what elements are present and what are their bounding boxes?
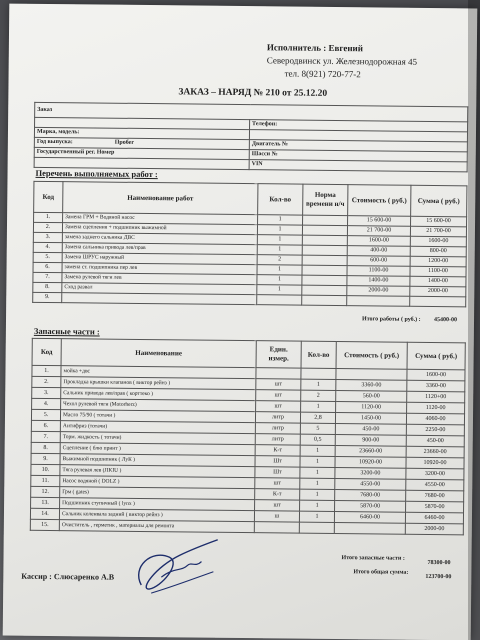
works-row-sum: 1600-00 xyxy=(410,236,466,247)
works-row-name: Замена ГРМ + Водяной насос xyxy=(63,213,258,225)
parts-row-cost: 5870-00 xyxy=(335,501,406,513)
chassis-label: Шасси № xyxy=(249,150,467,162)
parts-row-qty: 1 xyxy=(300,500,335,511)
parts-row-name: Сцепление ( блю принт ) xyxy=(60,443,255,456)
performer-phone: тел. 8(921) 720-77-2 xyxy=(284,68,361,80)
parts-row-cost: 4550-00 xyxy=(335,479,406,491)
parts-row-name: Торм. жидкость ( тотачи) xyxy=(60,432,255,445)
works-section-title: Перечень выполняемых работ : xyxy=(35,167,158,180)
parts-row-cost: 3200-00 xyxy=(335,468,406,480)
works-header-cost: Стоимость ( руб.) xyxy=(348,185,411,217)
works-row-qty: 1 xyxy=(257,235,302,245)
works-header-name: Наименование работ xyxy=(63,182,258,215)
parts-row-unit: К-т xyxy=(255,489,300,500)
mileage-label: Пробег xyxy=(114,139,135,146)
parts-row-qty: 0,5 xyxy=(300,434,335,445)
parts-row-num: 11. xyxy=(31,475,60,486)
parts-row-cost: 10920-00 xyxy=(335,457,406,469)
works-row-sum: 1200-00 xyxy=(410,256,466,267)
works-row-cost: 600-00 xyxy=(347,256,410,267)
parts-row-sum: 6460-00 xyxy=(405,512,463,524)
works-row-name: Замена рулевой тяги лев xyxy=(62,273,257,285)
parts-row-cost: 560-00 xyxy=(336,391,407,403)
edge-shadow xyxy=(468,0,480,640)
parts-row-cost: 1120-00 xyxy=(336,402,407,414)
parts-row-name: Масло 75/90 ( тотачи ) xyxy=(60,410,255,423)
works-row-sum: 15 600-00 xyxy=(411,216,467,227)
parts-row-name: Антифриз (тотачи) xyxy=(60,421,255,434)
works-row-qty xyxy=(257,295,302,305)
works-row-sum: 800-00 xyxy=(410,246,466,257)
parts-row-sum: 1600-00 xyxy=(407,369,465,381)
handwritten-signature xyxy=(121,527,232,598)
works-row-norm xyxy=(302,275,347,285)
parts-row-num: 6. xyxy=(31,420,60,431)
works-row-cost: 1100-00 xyxy=(347,266,410,277)
parts-section-title: Запасные части : xyxy=(33,325,100,337)
performer-address: Северодвинск ул. Железнодорожная 45 xyxy=(266,55,418,67)
parts-header-name: Наименование xyxy=(61,339,256,368)
works-header-sum: Сумма ( руб.) xyxy=(411,185,467,217)
works-row-qty: 1 xyxy=(258,215,303,225)
parts-row-unit: шт xyxy=(256,379,301,390)
works-row-sum: 1100-00 xyxy=(410,266,466,277)
works-header-qty: Кол-во xyxy=(258,184,303,215)
works-row-num: 1. xyxy=(34,212,63,222)
parts-row-cost: 3360-00 xyxy=(336,380,407,392)
parts-row-num: 8. xyxy=(31,442,60,453)
parts-row-name: Сальник привода лев/прав ( корттеко ) xyxy=(61,388,256,401)
works-row-num: 9. xyxy=(33,292,62,302)
parts-row-sum: 4550-00 xyxy=(406,479,464,491)
works-row-norm xyxy=(302,285,347,295)
works-row-num: 7. xyxy=(33,272,62,282)
parts-row-sum: 1120+00 xyxy=(407,391,465,403)
parts-total-value: 78300-00 xyxy=(427,559,451,567)
parts-table xyxy=(30,338,466,536)
vin-label: VIN xyxy=(249,160,467,172)
works-row-name xyxy=(62,293,257,305)
parts-row-name: Чехол рулевой тяги (Motorherz) xyxy=(61,399,256,412)
parts-row-num: 9. xyxy=(31,453,60,464)
works-total-value: 45400-00 xyxy=(433,317,458,324)
parts-header-qty: Кол-во xyxy=(301,341,336,368)
works-row-norm xyxy=(303,215,348,225)
works-row-num: 4. xyxy=(33,242,62,252)
works-row-cost: 21 700-00 xyxy=(347,226,410,237)
works-row-name: замена заднего сальника ДВС xyxy=(62,233,257,245)
cashier-label: Кассир : Слюсаренко А.В xyxy=(21,571,115,582)
parts-row-unit: литр xyxy=(255,434,300,445)
works-row-num: 5. xyxy=(33,252,62,262)
works-row-num: 2. xyxy=(33,222,62,232)
works-row-qty: 2 xyxy=(257,255,302,265)
works-row-num: 8. xyxy=(33,282,62,292)
parts-row-unit xyxy=(254,522,299,533)
parts-header-unit: Един. измер. xyxy=(256,341,301,368)
parts-row-name: Грм ( gates) xyxy=(60,487,255,500)
works-table xyxy=(32,181,467,308)
parts-row-name: Насос водяной ( DOLZ ) xyxy=(60,476,255,489)
works-header-num: Код xyxy=(34,181,63,212)
parts-row-qty: 1 xyxy=(300,489,335,500)
parts-row-cost: 450-00 xyxy=(335,424,406,436)
works-row-cost: 1400-00 xyxy=(347,276,410,287)
works-row-name: Замена ШРУС наружный xyxy=(62,253,257,265)
parts-row-sum: 4060-00 xyxy=(406,413,464,425)
parts-row-name: Очиститель , герметик , материалы для ремонта xyxy=(59,520,254,533)
works-row-qty: 1 xyxy=(257,285,302,295)
parts-row-num: 4. xyxy=(32,398,61,409)
parts-row-sum: 10920-00 xyxy=(406,457,464,469)
works-row-norm xyxy=(302,225,347,235)
works-row-norm xyxy=(302,255,347,265)
parts-row-qty: 2,8 xyxy=(300,412,335,423)
parts-total-label: Итого запасные части : xyxy=(341,555,405,562)
parts-row-num: 10. xyxy=(31,464,60,475)
parts-row-cost: 900-00 xyxy=(335,435,406,447)
works-row-norm xyxy=(302,265,347,275)
parts-row-qty: 1 xyxy=(300,445,335,456)
parts-row-sum: 5870-00 xyxy=(406,501,464,513)
parts-row-sum: 2250-00 xyxy=(406,424,464,436)
parts-row-cost: 7680-00 xyxy=(335,490,406,502)
parts-row-num: 13. xyxy=(31,497,60,508)
grand-total-value: 123700-00 xyxy=(425,573,452,581)
client-label: Заказ xyxy=(35,102,468,122)
works-row-name: Замена сцепления + подшипник выжимной xyxy=(62,223,257,235)
works-row-name: Замена сальника привода лев/прав xyxy=(62,243,257,255)
performer-label: Исполнитель : Евгений xyxy=(266,42,364,54)
parts-row-name: Подшипник ступичный ( lynx ) xyxy=(60,498,255,511)
parts-row-num: 5. xyxy=(31,409,60,420)
reg-number-label: Государственный рег. Номер xyxy=(34,147,249,159)
parts-row-unit: литр xyxy=(255,412,300,423)
works-total-label: Итого работы ( руб.) : xyxy=(362,316,421,323)
works-row-name: Сход развал xyxy=(62,283,257,295)
works-row-qty: 1 xyxy=(257,275,302,285)
parts-row-name: Тяга рулевая лев (JIKIU ) xyxy=(60,465,255,478)
parts-row-num: 15. xyxy=(30,519,59,530)
parts-row-qty: 1 xyxy=(301,401,336,412)
parts-row-unit: шт xyxy=(256,390,301,401)
parts-row-unit xyxy=(256,368,301,379)
parts-row-sum: 7680-00 xyxy=(406,490,464,502)
parts-row-unit: шт xyxy=(256,401,301,412)
engine-label: Двигатель № xyxy=(249,140,467,152)
works-row-cost: 400-00 xyxy=(347,246,410,257)
works-row-sum xyxy=(410,296,466,307)
parts-row-name: Прокладка крышки клапанов ( виктор рейнз ) xyxy=(61,377,256,390)
parts-row-cost: 6460-00 xyxy=(334,512,405,524)
parts-row-unit: шт xyxy=(255,500,300,511)
works-row-num: 3. xyxy=(33,232,62,242)
works-row-norm xyxy=(302,245,347,255)
parts-row-sum: 3200-00 xyxy=(406,468,464,480)
parts-row-cost xyxy=(334,522,405,534)
parts-row-unit: ш xyxy=(254,511,299,522)
parts-row-sum: 3360-00 xyxy=(407,380,465,392)
parts-row-qty: 1 xyxy=(300,467,335,478)
parts-header-cost: Стоимость ( руб.) xyxy=(336,342,407,370)
parts-row-qty: 1 xyxy=(300,456,335,467)
parts-row-num: 7. xyxy=(31,431,60,442)
model-label: Марка, модель: xyxy=(34,127,249,139)
parts-row-qty: 5 xyxy=(300,423,335,434)
document-title: ЗАКАЗ – НАРЯД № 210 от 25.12.20 xyxy=(178,87,328,99)
parts-row-qty: 1 xyxy=(301,379,336,390)
parts-row-num: 3. xyxy=(32,387,61,398)
parts-row-cost xyxy=(336,369,407,381)
parts-row-num: 2. xyxy=(32,376,61,387)
client-info-table xyxy=(34,102,469,173)
works-row-cost: 2000-00 xyxy=(347,286,410,297)
parts-row-num: 1. xyxy=(32,365,61,376)
parts-row-unit: Шт xyxy=(255,456,300,467)
parts-row-num: 12. xyxy=(31,486,60,497)
works-row-num: 6. xyxy=(33,262,62,272)
works-header-norm: Норма времени н/ч xyxy=(303,184,348,215)
works-row-norm xyxy=(302,295,347,305)
works-row-name: замена ст. подшипника пер лев xyxy=(62,263,257,275)
year-label: Год выпуска: xyxy=(36,138,73,146)
parts-row-unit: шт xyxy=(255,478,300,489)
parts-row-name: мойка +двс xyxy=(61,366,256,379)
works-row-cost: 1600-00 xyxy=(347,236,410,247)
parts-header-num: Код xyxy=(32,338,61,365)
parts-row-qty xyxy=(299,522,334,533)
works-row-norm xyxy=(302,235,347,245)
order-document xyxy=(3,4,478,640)
parts-row-unit: Шт xyxy=(255,467,300,478)
parts-row-name: Сальник коленвала задний ( виктор рейнз ) xyxy=(59,509,254,522)
works-row-qty: 1 xyxy=(257,265,302,275)
works-row-qty: 1 xyxy=(257,245,302,255)
works-row-sum: 21 700-00 xyxy=(410,226,466,237)
parts-row-num: 14. xyxy=(30,508,59,519)
works-row-cost: 15 600-00 xyxy=(348,216,411,227)
parts-row-sum: 23660-00 xyxy=(406,446,464,458)
parts-row-qty: 1 xyxy=(299,511,334,522)
grand-total-label: Итого общая сумма: xyxy=(353,569,409,576)
parts-row-qty: 1 xyxy=(300,478,335,489)
works-row-cost xyxy=(347,296,410,307)
parts-row-qty xyxy=(301,368,336,379)
parts-row-cost: 1450-00 xyxy=(335,413,406,425)
parts-row-qty: 2 xyxy=(301,390,336,401)
parts-row-sum: 450-00 xyxy=(406,435,464,447)
parts-row-sum: 2000-00 xyxy=(405,523,463,535)
phone-label: Телефон: xyxy=(250,120,468,132)
parts-row-name: Выжимной подшипник ( ЛуК ) xyxy=(60,454,255,467)
works-row-qty: 1 xyxy=(257,225,302,235)
works-row-sum: 2000-00 xyxy=(410,286,466,297)
parts-row-unit: литр xyxy=(255,423,300,434)
parts-header-sum: Сумма ( руб.) xyxy=(407,342,465,370)
parts-row-unit: К-т xyxy=(255,445,300,456)
parts-row-sum: 1120-00 xyxy=(407,402,465,414)
parts-row-cost: 23660-00 xyxy=(335,446,406,458)
works-row-sum: 1400-00 xyxy=(410,276,466,287)
